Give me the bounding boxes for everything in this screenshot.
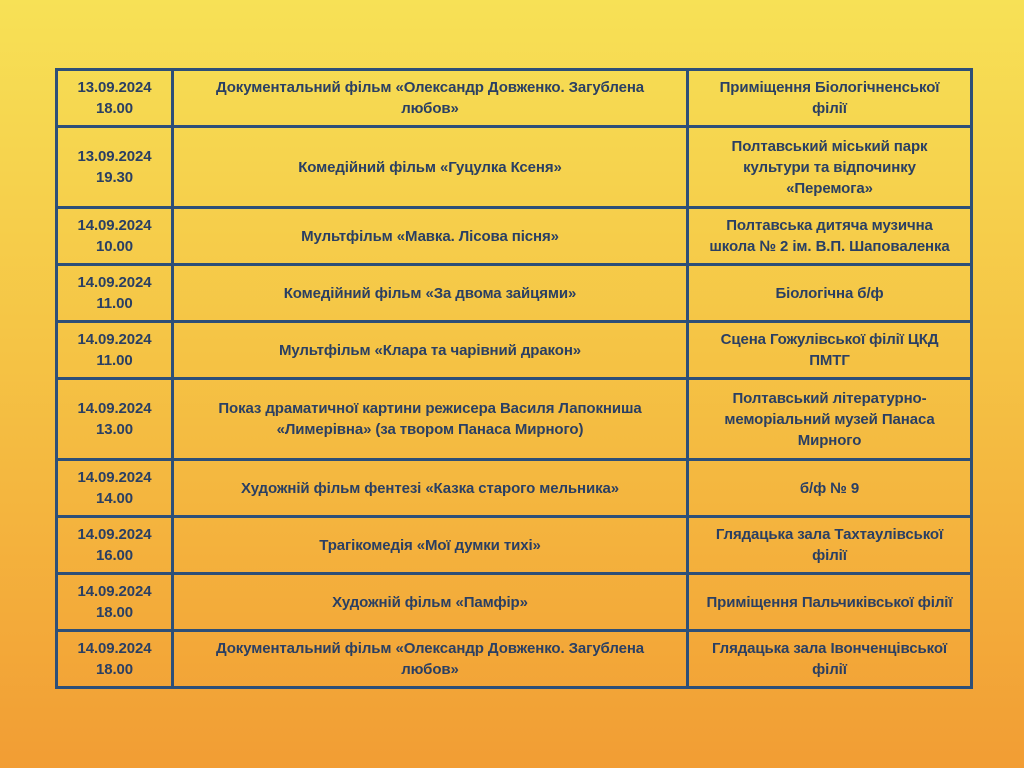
place-text: ПМТГ bbox=[809, 352, 850, 369]
place-cell bbox=[688, 265, 972, 322]
place-text: культури та відпочинку bbox=[743, 158, 916, 176]
date-text: 14.09.2024 bbox=[77, 583, 152, 600]
place-text: «Перемога» bbox=[786, 179, 873, 197]
place-text: Полтавський міський парк bbox=[731, 137, 928, 155]
event-cell bbox=[173, 208, 688, 265]
event-text: Трагікомедія «Мої думки тихі» bbox=[319, 536, 541, 554]
place-text: б/ф № 9 bbox=[799, 479, 860, 497]
event-text: Художній фільм фентезі «Казка старого мельника» bbox=[240, 479, 619, 497]
event-text: Показ драматичної картини режисера Василя Лапокниша bbox=[218, 400, 642, 417]
place-cell bbox=[688, 70, 972, 127]
event-text: Комедійний фільм «Гуцулка Ксеня» bbox=[298, 158, 562, 176]
date-time-cell bbox=[57, 265, 173, 322]
place-cell bbox=[688, 322, 972, 379]
event-cell bbox=[173, 460, 688, 517]
event-cell bbox=[173, 70, 688, 127]
time-text: 19.30 bbox=[95, 169, 134, 186]
time-text: 11.00 bbox=[96, 352, 133, 369]
time-text: 10.00 bbox=[95, 238, 134, 255]
date-text: 14.09.2024 bbox=[77, 217, 152, 234]
time-text: 18.00 bbox=[95, 661, 134, 678]
place-cell bbox=[688, 127, 972, 208]
event-cell bbox=[173, 517, 688, 574]
place-text: філії bbox=[812, 547, 847, 564]
place-text: Глядацька зала Івонченцівської bbox=[711, 640, 947, 657]
table-row bbox=[57, 631, 972, 688]
table-row bbox=[57, 574, 972, 631]
time-text: 13.00 bbox=[95, 421, 134, 438]
place-text: філії bbox=[812, 100, 847, 117]
time-text: 18.00 bbox=[95, 100, 134, 117]
date-text: 14.09.2024 bbox=[77, 400, 152, 417]
schedule-table bbox=[55, 68, 973, 689]
date-text: 14.09.2024 bbox=[77, 640, 152, 657]
date-time-cell bbox=[57, 517, 173, 574]
place-text: Приміщення Пальчиківської філії bbox=[706, 593, 953, 611]
event-cell bbox=[173, 265, 688, 322]
date-time-cell bbox=[57, 379, 173, 460]
table-row bbox=[57, 70, 972, 127]
event-cell bbox=[173, 379, 688, 460]
date-time-cell bbox=[57, 127, 173, 208]
event-text: Мультфільм «Мавка. Лісова пісня» bbox=[301, 227, 559, 245]
date-time-cell bbox=[57, 460, 173, 517]
place-cell bbox=[688, 379, 972, 460]
event-text: «Лимерівна» (за твором Панаса Мирного) bbox=[276, 421, 584, 438]
place-text: Полтавська дитяча музична bbox=[726, 217, 933, 234]
date-text: 13.09.2024 bbox=[77, 148, 152, 165]
table-row bbox=[57, 517, 972, 574]
date-text: 14.09.2024 bbox=[77, 331, 152, 348]
place-text: Біологічна б/ф bbox=[775, 284, 884, 302]
date-time-cell bbox=[57, 322, 173, 379]
place-cell bbox=[688, 460, 972, 517]
time-text: 11.00 bbox=[96, 295, 133, 312]
table-row bbox=[57, 379, 972, 460]
event-text: любов» bbox=[401, 661, 459, 678]
date-text: 14.09.2024 bbox=[77, 274, 152, 291]
date-text: 14.09.2024 bbox=[77, 526, 152, 543]
event-text: Документальний фільм «Олександр Довженко. Загублена bbox=[215, 640, 645, 657]
event-cell bbox=[173, 127, 688, 208]
place-text: Приміщення Біологічненської bbox=[719, 79, 940, 96]
event-text: Документальний фільм «Олександр Довженко. Загублена bbox=[215, 79, 645, 96]
place-cell bbox=[688, 631, 972, 688]
event-cell bbox=[173, 322, 688, 379]
table-row bbox=[57, 322, 972, 379]
event-cell bbox=[173, 631, 688, 688]
event-text: Комедійний фільм «За двома зайцями» bbox=[283, 284, 577, 302]
place-text: Глядацька зала Тахтаулівської bbox=[715, 526, 944, 543]
place-text: Сцена Гожулівської філії ЦКД bbox=[720, 331, 939, 348]
date-time-cell bbox=[57, 631, 173, 688]
place-text: меморіальний музей Панаса bbox=[724, 410, 935, 428]
event-text: Мультфільм «Клара та чарівний дракон» bbox=[278, 341, 582, 359]
place-cell bbox=[688, 574, 972, 631]
date-text: 14.09.2024 bbox=[77, 469, 152, 486]
table-row bbox=[57, 208, 972, 265]
place-cell bbox=[688, 517, 972, 574]
place-text: філії bbox=[812, 661, 847, 678]
place-text: школа № 2 ім. В.П. Шаповаленка bbox=[709, 238, 950, 255]
time-text: 18.00 bbox=[95, 604, 134, 621]
date-text: 13.09.2024 bbox=[77, 79, 152, 96]
table-row bbox=[57, 265, 972, 322]
table-row bbox=[57, 460, 972, 517]
place-text: Мирного bbox=[797, 431, 862, 449]
event-text: любов» bbox=[401, 100, 459, 117]
time-text: 14.00 bbox=[95, 490, 134, 507]
time-text: 16.00 bbox=[95, 547, 134, 564]
date-time-cell bbox=[57, 70, 173, 127]
place-cell bbox=[688, 208, 972, 265]
place-text: Полтавський літературно- bbox=[732, 389, 927, 407]
date-time-cell bbox=[57, 574, 173, 631]
date-time-cell bbox=[57, 208, 173, 265]
event-text: Художній фільм «Памфір» bbox=[332, 593, 528, 611]
event-cell bbox=[173, 574, 688, 631]
table-row bbox=[57, 127, 972, 208]
schedule-sheet bbox=[55, 68, 970, 689]
